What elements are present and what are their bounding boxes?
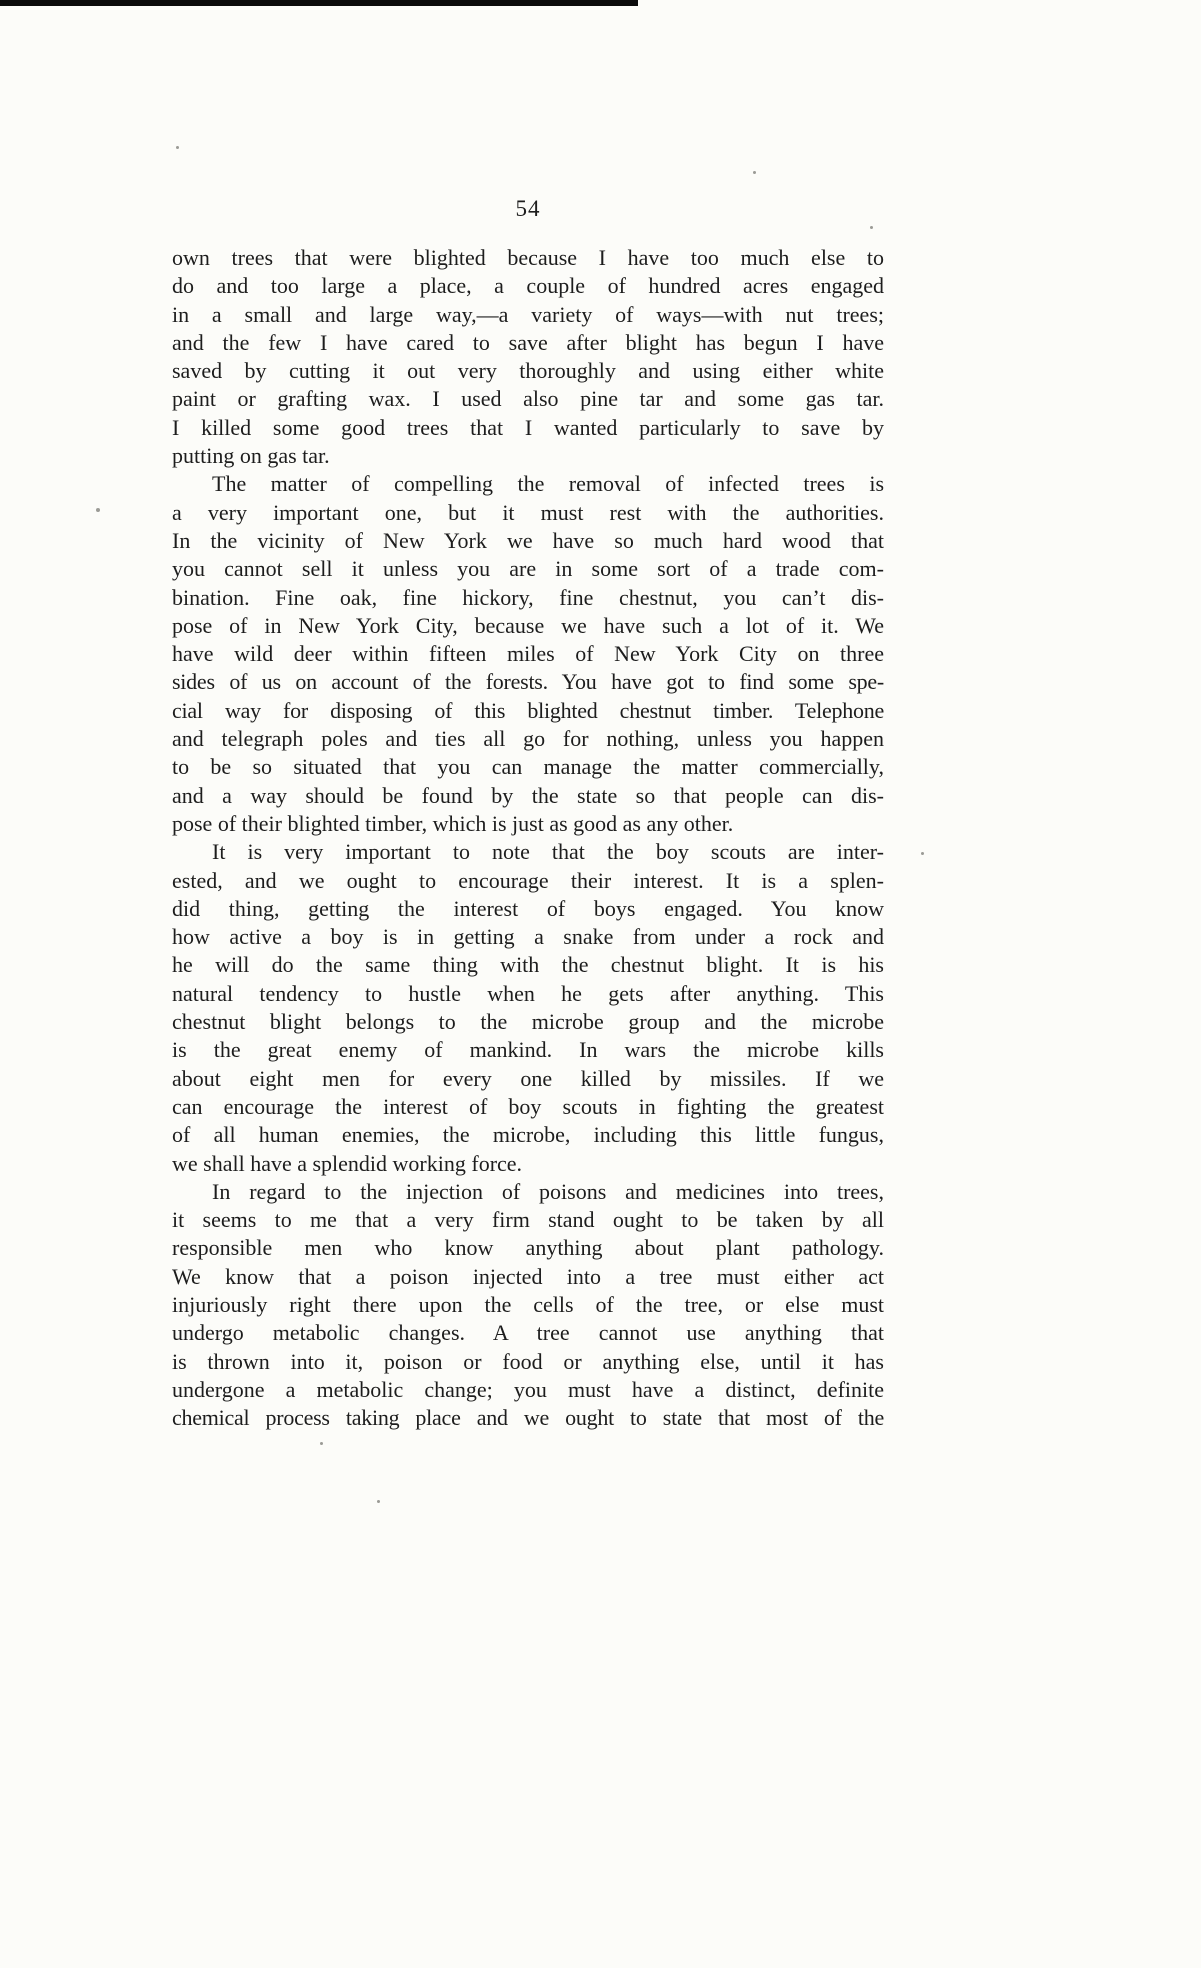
text-line: I killed some good trees that I wanted particularly to save by <box>172 414 884 440</box>
scan-speck <box>753 171 756 174</box>
text-line: to be so situated that you can manage the matter commercially, <box>172 754 884 780</box>
body-text <box>172 244 884 1432</box>
paragraph <box>172 838 884 1178</box>
text-line: did thing, getting the interest of boys engaged. You know <box>172 895 884 921</box>
text-line: ested, and we ought to encourage their interest. It is a splen- <box>172 867 884 893</box>
text-line: cial way for disposing of this blighted chestnut timber. Telephone <box>172 697 884 723</box>
text-line: undergo metabolic changes. A tree cannot use anything that <box>172 1320 884 1346</box>
text-line: you cannot sell it unless you are in some sort of a trade com- <box>172 556 884 582</box>
text-line: pose of their blighted timber, which is just as good as any other. <box>172 810 734 836</box>
text-line: In regard to the injection of poisons and medicines into trees, <box>212 1178 884 1204</box>
scan-speck <box>320 1442 323 1445</box>
scan-speck <box>921 852 924 855</box>
text-line: have wild deer within fifteen miles of New York City on three <box>172 641 884 667</box>
scan-speck <box>377 1500 380 1503</box>
text-line: is the great enemy of mankind. In wars the microbe kills <box>172 1037 884 1063</box>
text-line: injuriously right there upon the cells of the tree, or else must <box>172 1291 884 1317</box>
text-line: he will do the same thing with the chestnut blight. It is his <box>172 952 884 978</box>
text-line: putting on gas tar. <box>172 443 330 469</box>
text-line: responsible men who know anything about plant pathology. <box>172 1235 884 1261</box>
text-line: natural tendency to hustle when he gets after anything. This <box>172 980 884 1006</box>
text-line: The matter of compelling the removal of infected trees is <box>212 471 884 497</box>
text-line: do and too large a place, a couple of hundred acres engaged <box>172 273 884 299</box>
text-line: is thrown into it, poison or food or anything else, until it has <box>172 1348 884 1374</box>
page-number: 54 <box>515 196 541 221</box>
text-line: In the vicinity of New York we have so much hard wood that <box>172 527 884 553</box>
text-line: chemical process taking place and we ought to state that most of the <box>172 1405 884 1431</box>
text-line: own trees that were blighted because I have too much else to <box>172 245 884 270</box>
text-line: pose of in New York City, because we have such a lot of it. We <box>172 612 884 638</box>
text-line: we shall have a splendid working force. <box>172 1150 523 1176</box>
text-line: undergone a metabolic change; you must have a distinct, definite <box>172 1376 884 1402</box>
text-line: bination. Fine oak, fine hickory, fine chestnut, you can’t dis- <box>172 584 884 610</box>
text-line: it seems to me that a very firm stand ought to be taken by all <box>172 1207 884 1233</box>
text-line: It is very important to note that the boy scouts are inter- <box>212 839 884 865</box>
text-line: a very important one, but it must rest with the authorities. <box>172 499 884 525</box>
scan-speck <box>96 508 100 512</box>
text-line: and telegraph poles and ties all go for nothing, unless you happen <box>172 726 884 752</box>
text-line: paint or grafting wax. I used also pine tar and some gas tar. <box>172 386 884 412</box>
paragraph <box>172 1178 884 1433</box>
text-line: and the few I have cared to save after blight has begun I have <box>172 329 884 355</box>
text-line: about eight men for every one killed by missiles. If we <box>172 1065 884 1091</box>
scan-edge-artifact <box>0 0 638 6</box>
scan-speck <box>176 146 179 149</box>
paragraph <box>172 244 884 470</box>
text-line: how active a boy is in getting a snake from under a rock and <box>172 924 884 950</box>
text-line: of all human enemies, the microbe, including this little fungus, <box>172 1122 884 1148</box>
text-line: saved by cutting it out very thoroughly and using either white <box>172 358 884 384</box>
text-line: can encourage the interest of boy scouts in fighting the greatest <box>172 1093 884 1119</box>
text-line: and a way should be found by the state so that people can dis- <box>172 782 884 808</box>
paragraph <box>172 470 884 838</box>
scan-speck <box>870 226 873 229</box>
text-line: in a small and large way,—a variety of ways—with nut trees; <box>172 301 884 327</box>
text-line: chestnut blight belongs to the microbe group and the microbe <box>172 1009 884 1035</box>
text-line: We know that a poison injected into a tree must either act <box>172 1263 884 1289</box>
text-line: sides of us on account of the forests. You have got to find some spe- <box>172 669 884 695</box>
